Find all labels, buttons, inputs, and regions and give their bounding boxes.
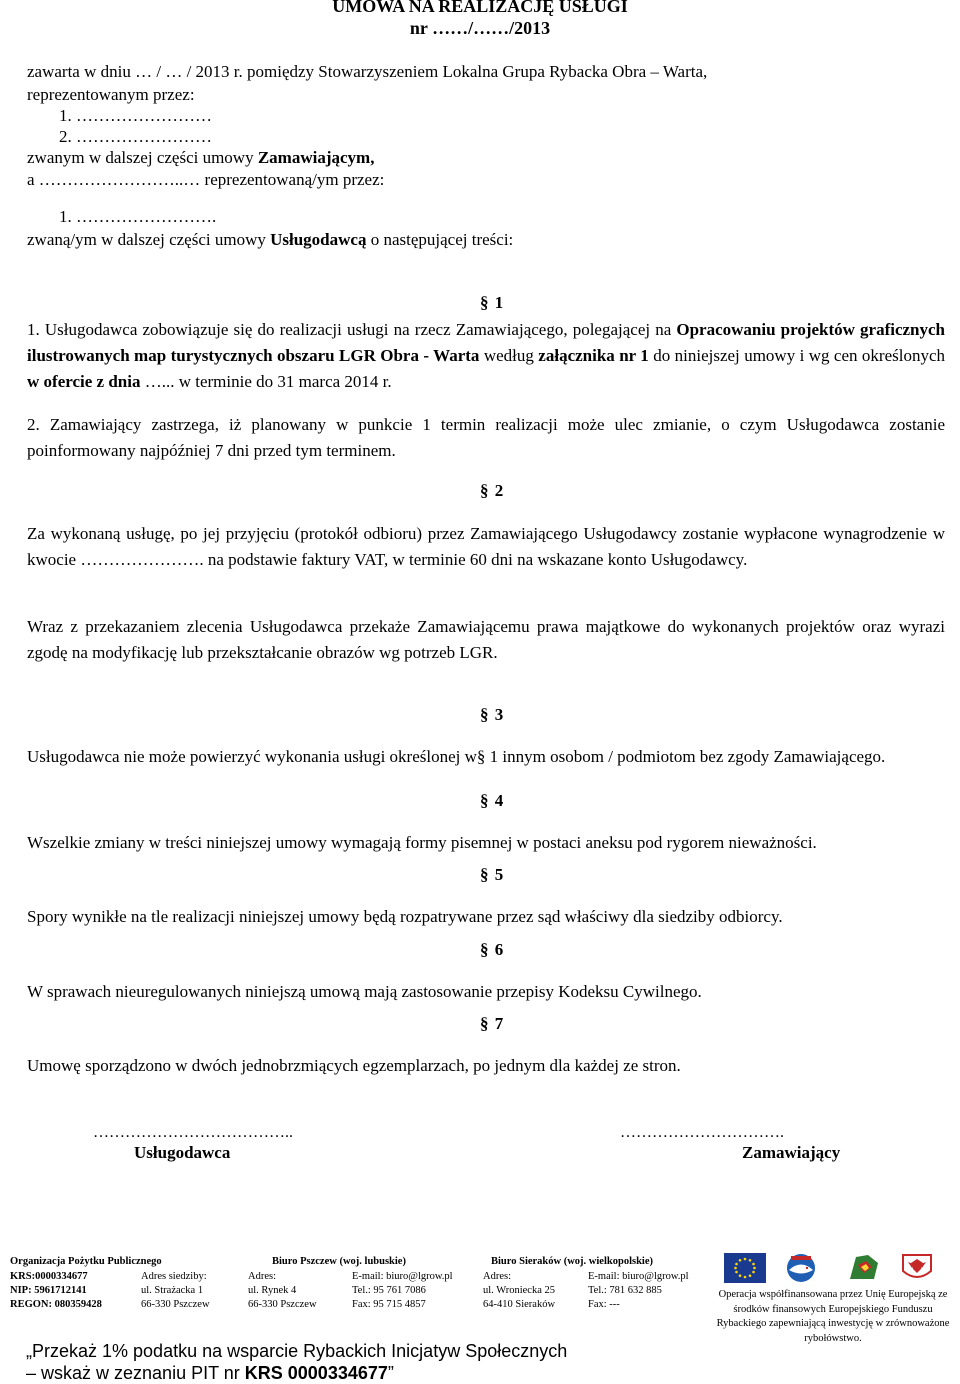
section-symbol: § xyxy=(480,293,489,312)
eu-flag-logo xyxy=(724,1253,766,1283)
section-symbol: § xyxy=(480,481,489,500)
section-1-heading xyxy=(480,293,503,313)
p1-subject-bold: Opracowaniu projektów graficznych ilustrowanych map turystycznych obszaru LGR Obra - Warta xyxy=(27,320,945,365)
p1-annex-bold: załącznika nr 1 xyxy=(538,346,649,365)
section-symbol: § xyxy=(480,865,489,884)
intro-zwana-line xyxy=(27,230,513,250)
green-region-logo xyxy=(846,1253,882,1283)
footer-org-title: Organizacja Pożytku Publicznego xyxy=(10,1256,162,1267)
footer-office1-addr-label: Adres: xyxy=(248,1271,276,1282)
eagle-coat-of-arms-logo xyxy=(900,1253,934,1283)
paragraph-3: Za wykonaną usługę, po jej przyjęciu (protokół odbioru) przez Zamawiającego Usługodawcy zostanie wypłacone wynagrodzenie w kwocie …………………. na podstawie faktury VAT, w terminie 60 dni na wskazane konto Usługodawcy. xyxy=(27,524,945,569)
footer-office2-fax: Fax: --- xyxy=(588,1299,620,1310)
footer-office2-city: 64-410 Sieraków xyxy=(483,1299,556,1310)
one-percent-krs-bold: KRS 0000334677 xyxy=(244,1363,388,1383)
one-percent-quote-end: ” xyxy=(387,1363,394,1383)
section-6-heading xyxy=(480,940,503,960)
p1-text-g: …... w terminie do 31 marca 2014 r. xyxy=(140,372,392,391)
section-3-heading xyxy=(480,705,503,725)
intro-zwana-end: o następującej treści: xyxy=(366,230,514,249)
section-symbol: § xyxy=(480,1014,489,1033)
footer-one-percent-line-2 xyxy=(26,1363,394,1384)
intro-zwanym-text: zwanym w dalszej części umowy xyxy=(27,148,258,167)
intro-zwanym-line xyxy=(27,148,374,168)
paragraph-7: Spory wynikłe na tle realizacji niniejszej umowy będą rozpatrywane przez sąd właściwy dla siedziby odbiorcy. xyxy=(27,907,783,926)
footer-seat-label: Adres siedziby: xyxy=(141,1271,207,1282)
footer-seat-street: ul. Strażacka 1 xyxy=(141,1285,204,1296)
section-number: 5 xyxy=(494,865,504,884)
section-symbol: § xyxy=(480,791,489,810)
footer-cofinance-note: Operacja współfinansowana przez Unię Europejską ze środków finansowych Europejskiego Funduszu Rybackiego zapewniającą inwestycję w zrównoważone rybołówstwo. xyxy=(716,1289,950,1344)
paragraph-4: Wraz z przekazaniem zlecenia Usługodawca przekaże Zamawiającemu prawa majątkowe do wykonanych projektów oraz wyrazi zgodę na modyfikację lub przekształcanie obrazów wg potrzeb LGR. xyxy=(27,617,945,662)
footer-office1-fax: Fax: 95 715 4857 xyxy=(352,1299,426,1310)
footer-nip: NIP: 5961712141 xyxy=(10,1285,87,1296)
section-symbol: § xyxy=(480,705,489,724)
intro-a-line: a ……………………..… reprezentowaną/ym przez: xyxy=(27,170,385,189)
signature-line-right: …………………………. xyxy=(620,1124,784,1141)
section-number: 7 xyxy=(494,1014,504,1033)
section-2-heading xyxy=(480,481,503,501)
section-number: 4 xyxy=(494,791,504,810)
footer-office1-street: ul. Rynek 4 xyxy=(248,1285,297,1296)
footer-office2-title: Biuro Sieraków (woj. wielkopolskie) xyxy=(491,1256,653,1267)
intro-representative-1: 1. …………………… xyxy=(59,106,212,125)
paragraph-8: W sprawach nieuregulowanych niniejszą umową mają zastosowanie przepisy Kodeksu Cywilnego. xyxy=(27,982,702,1001)
paragraph-2: 2. Zamawiający zastrzega, iż planowany w punkcie 1 termin realizacji może ulec zmianie, o czym Usługodawca zostanie poinformowany najpóźniej 7 dni przed tym terminem. xyxy=(27,415,945,460)
section-number: 1 xyxy=(494,293,504,312)
footer-office2-addr-label: Adres: xyxy=(483,1271,511,1282)
section-7-heading xyxy=(480,1014,503,1034)
footer-krs: KRS:0000334677 xyxy=(10,1271,88,1282)
footer-office2-email: E-mail: biuro@lgrow.pl xyxy=(588,1271,689,1282)
signature-label-uslugodawca: Usługodawca xyxy=(134,1143,231,1162)
footer-office1-city: 66-330 Pszczew xyxy=(248,1299,317,1310)
paragraph-6: Wszelkie zmiany w treści niniejszej umowy wymagają formy pisemnej w postaci aneksu pod rygorem nieważności. xyxy=(27,833,817,852)
p1-text-e: do niniejszej umowy i wg cen określonych xyxy=(648,346,946,365)
signature-line-left: ……………………………….. xyxy=(93,1124,293,1141)
signature-label-zamawiajacy: Zamawiający xyxy=(742,1143,841,1162)
footer-office2-street: ul. Wroniecka 25 xyxy=(483,1285,555,1296)
intro-uslugodawca-bold: Usługodawcą xyxy=(270,230,367,249)
section-4-heading xyxy=(480,791,503,811)
footer-office1-title: Biuro Pszczew (woj. lubuskie) xyxy=(272,1256,406,1267)
one-percent-text: – wskaż w zeznaniu PIT nr xyxy=(26,1363,245,1383)
intro-zamawiajacy-bold: Zamawiającym, xyxy=(257,148,375,167)
section-5-heading xyxy=(480,865,503,885)
footer-office1-tel: Tel.: 95 761 7086 xyxy=(352,1285,426,1296)
intro-line-2: reprezentowanym przez: xyxy=(27,85,195,104)
paragraph-1 xyxy=(27,317,945,395)
footer-office2-tel: Tel.: 781 632 885 xyxy=(588,1285,662,1296)
p1-text-a: 1. Usługodawca zobowiązuje się do realizacji usługi na rzecz Zamawiającego, polegającej na xyxy=(27,320,677,339)
ryby-2007-2013-logo xyxy=(781,1253,821,1283)
document-number: nr ……/……/2013 xyxy=(409,18,551,38)
section-symbol: § xyxy=(480,940,489,959)
footer-one-percent-line-1: „Przekaż 1% podatku na wsparcie Rybackich Inicjatyw Społecznych xyxy=(26,1341,568,1361)
footer-seat-city: 66-330 Pszczew xyxy=(141,1299,210,1310)
intro-zwana-text: zwaną/ym w dalszej części umowy xyxy=(27,230,271,249)
paragraph-5: Usługodawca nie może powierzyć wykonania usługi określonej w§ 1 innym osobom / podmiotom bez zgody Zamawiającego. xyxy=(27,747,886,766)
p1-offer-bold: w ofercie z dnia xyxy=(27,372,141,391)
paragraph-9: Umowę sporządzono w dwóch jednobrzmiących egzemplarzach, po jednym dla każdej ze stron. xyxy=(27,1056,681,1075)
intro-representative-3: 1. ……………………. xyxy=(59,207,217,226)
intro-line-1: zawarta w dniu … / … / 2013 r. pomiędzy Stowarzyszeniem Lokalna Grupa Rybacka Obra – Warta, xyxy=(27,62,708,81)
section-number: 6 xyxy=(494,940,504,959)
section-number: 2 xyxy=(494,481,504,500)
intro-representative-2: 2. …………………… xyxy=(59,127,212,146)
footer-office1-email: E-mail: biuro@lgrow.pl xyxy=(352,1271,453,1282)
section-number: 3 xyxy=(494,705,504,724)
footer-regon: REGON: 080359428 xyxy=(10,1299,102,1310)
document-title: UMOWA NA REALIZACJĘ USŁUGI xyxy=(332,0,628,16)
p1-text-c: według xyxy=(479,346,539,365)
